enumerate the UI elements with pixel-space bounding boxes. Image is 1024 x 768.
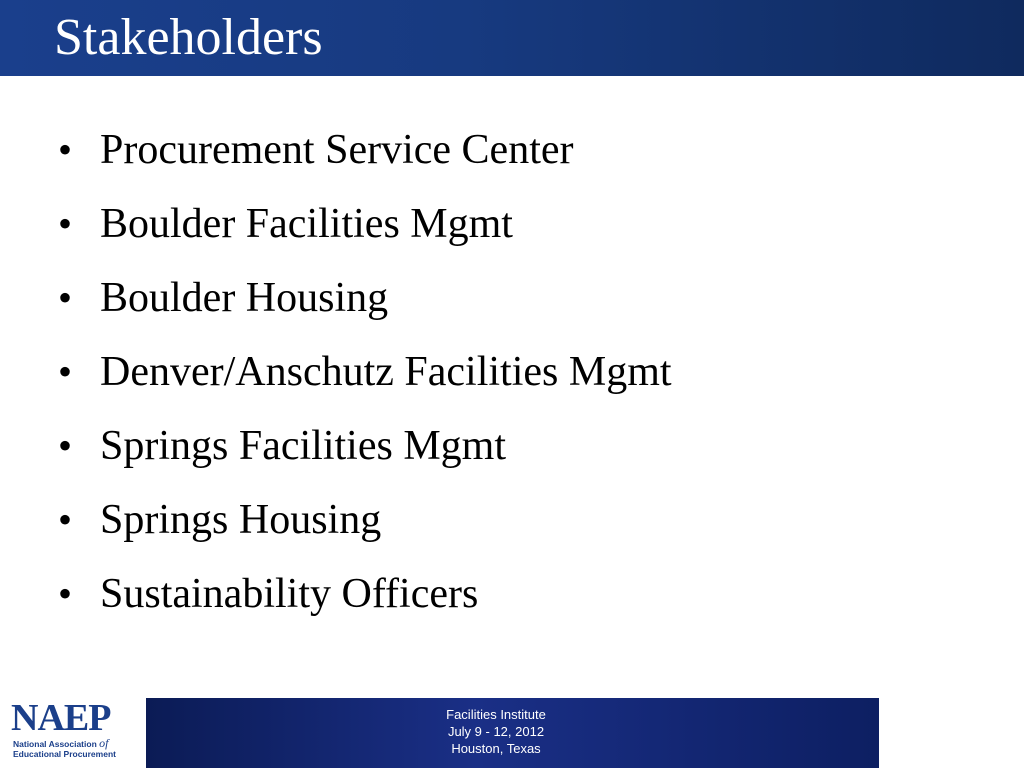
bullet-dot: • bbox=[58, 275, 73, 320]
bullet-text: Springs Facilities Mgmt bbox=[100, 423, 507, 469]
event-location: Houston, Texas bbox=[451, 741, 541, 756]
logo-line2: Educational Procurement bbox=[13, 749, 116, 759]
bullet-item bbox=[0, 562, 1024, 636]
bullet-item bbox=[0, 340, 1024, 414]
bullet-text: Boulder Housing bbox=[100, 275, 389, 321]
bullet-dot: • bbox=[58, 349, 73, 394]
logo-acronym: NAEP bbox=[11, 697, 111, 739]
logo-line1: National Association bbox=[13, 739, 97, 749]
bullet-item bbox=[0, 192, 1024, 266]
bullet-text: Boulder Facilities Mgmt bbox=[100, 201, 513, 247]
naep-logo bbox=[0, 698, 146, 768]
bullet-dot: • bbox=[58, 201, 73, 246]
bullet-dot: • bbox=[58, 423, 73, 468]
bullet-dot: • bbox=[58, 571, 73, 616]
event-name: Facilities Institute bbox=[446, 707, 546, 722]
event-info bbox=[146, 706, 846, 757]
bullet-text: Springs Housing bbox=[100, 497, 382, 543]
bullet-item bbox=[0, 488, 1024, 562]
bullet-text: Procurement Service Center bbox=[100, 127, 574, 173]
event-dates: July 9 - 12, 2012 bbox=[447, 724, 545, 739]
title-bar bbox=[0, 0, 1024, 76]
bullet-item bbox=[0, 414, 1024, 488]
bullet-item bbox=[0, 118, 1024, 192]
footer-bar bbox=[146, 698, 879, 768]
bullet-list bbox=[0, 118, 1024, 636]
slide-title: Stakeholders bbox=[54, 9, 323, 66]
logo-of: of bbox=[99, 736, 109, 750]
bullet-text: Denver/Anschutz Facilities Mgmt bbox=[100, 349, 672, 395]
bullet-dot: • bbox=[58, 497, 73, 542]
bullet-dot: • bbox=[58, 127, 73, 172]
bullet-text: Sustainability Officers bbox=[100, 571, 479, 617]
bullet-item bbox=[0, 266, 1024, 340]
logo-subtitle bbox=[13, 738, 116, 759]
